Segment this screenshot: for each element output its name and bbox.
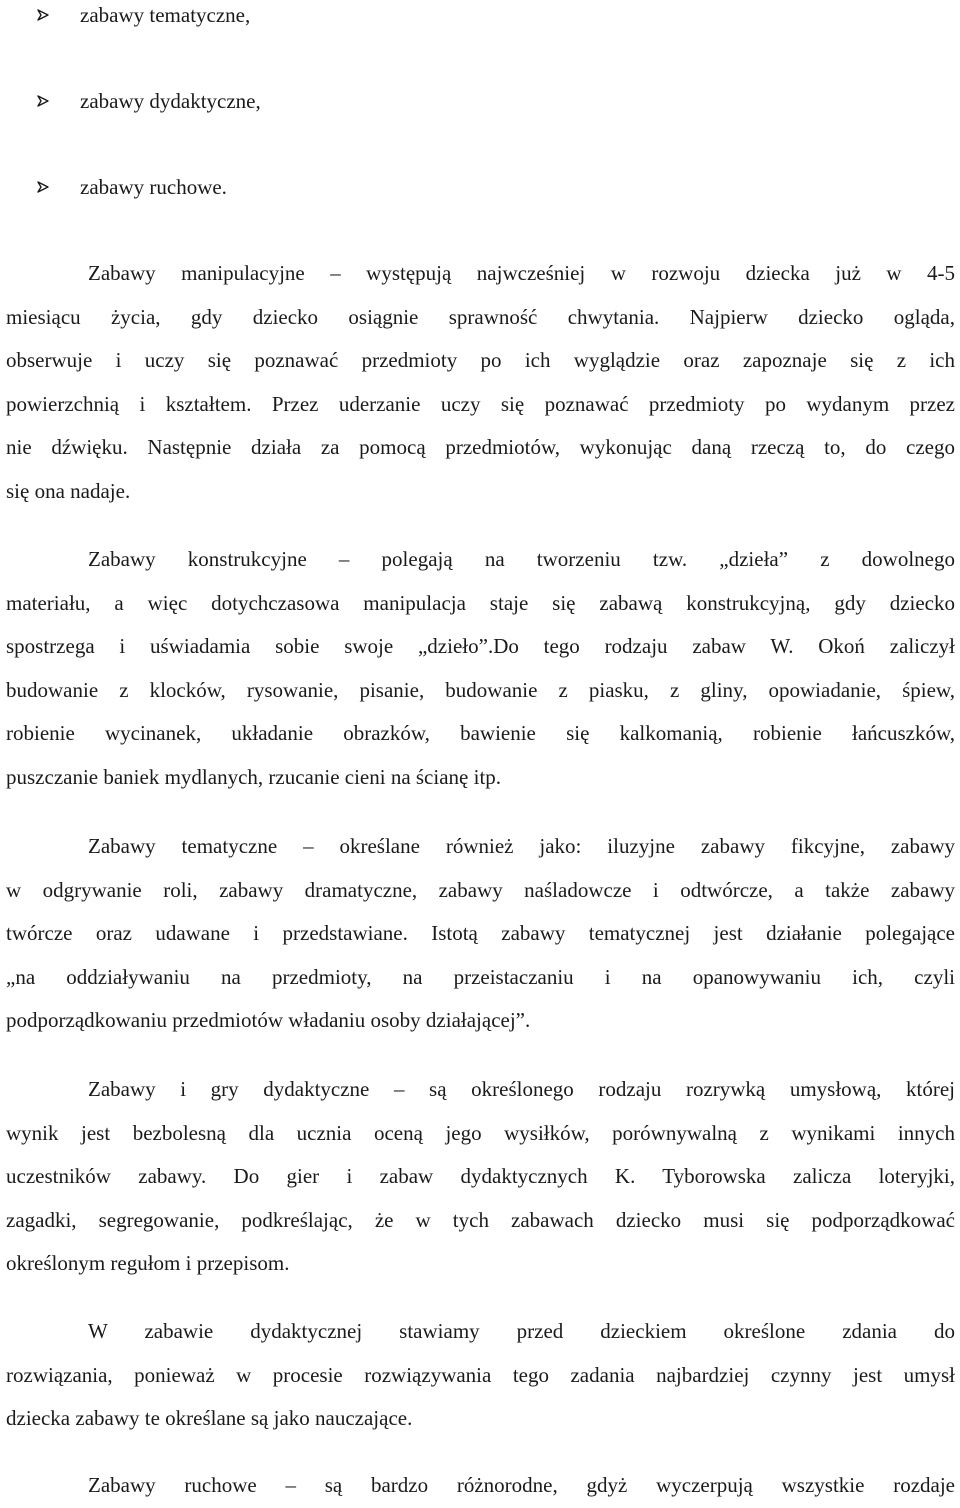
paragraph-line: puszczanie baniek mydlanych, rzucanie cieni na ścianę itp.	[6, 764, 502, 789]
paragraph-line: zagadki, segregowanie, podkreślając, że w tych zabawach dziecko musi się podporządkować	[6, 1207, 955, 1232]
paragraph-line: Zabawy konstrukcyjne – polegają na tworzeniu tzw. „dzieła” z dowolnego	[88, 547, 955, 571]
paragraph-line: powierzchnią i kształtem. Przez uderzanie uczy się poznawać przedmioty po wydanym przez	[6, 391, 955, 416]
paragraph-line: twórcze oraz udawane i przedstawiane. Istotą zabawy tematycznej jest działanie polegające	[6, 921, 955, 945]
arrow-bullet-icon	[36, 94, 50, 108]
paragraph-line: materiału, a więc dotychczasowa manipulacja staje się zabawą konstrukcyjną, gdy dziecko	[6, 590, 955, 615]
paragraph-line: „na oddziaływaniu na przedmioty, na przeistaczaniu i na opanowywaniu ich, czyli	[6, 964, 955, 989]
paragraph-manipulative-play	[6, 252, 955, 513]
paragraph-line: wynik jest bezbolesną dla ucznia oceną jego wysiłków, porównywalną z wynikami innych	[6, 1120, 955, 1145]
paragraph-construction-play	[6, 538, 955, 799]
bullet-item-thematic	[36, 0, 954, 30]
paragraph-line: w odgrywanie roli, zabawy dramatyczne, zabawy naśladowcze i odtwórcze, a także zabawy	[6, 877, 955, 902]
bullet-text: zabawy ruchowe.	[80, 175, 227, 199]
paragraph-line: Zabawy ruchowe – są bardzo różnorodne, gdyż wyczerpują wszystkie rozdaje	[88, 1473, 955, 1497]
bullet-text: zabawy tematyczne,	[80, 3, 251, 27]
arrow-bullet-icon	[36, 180, 50, 194]
paragraph-line: miesiącu życia, gdy dziecko osiągnie sprawność chwytania. Najpierw dziecko ogląda,	[6, 304, 955, 329]
paragraph-didactic-task	[6, 1310, 955, 1441]
paragraph-line: Zabawy manipulacyjne – występują najwcześniej w rozwoju dziecka już w 4-5	[88, 261, 955, 285]
paragraph-didactic-games	[6, 1068, 955, 1286]
paragraph-line: określonym regułom i przepisom.	[6, 1251, 290, 1275]
bullet-item-movement	[36, 172, 954, 202]
paragraph-line: rozwiązania, ponieważ w procesie rozwiązywania tego zadania najbardziej czynny jest umysł	[6, 1362, 955, 1387]
paragraph-line: dziecka zabawy te określane są jako nauczające.	[6, 1406, 413, 1430]
paragraph-line: nie dźwięku. Następnie działa za pomocą przedmiotów, wykonując daną rzeczą to, do czego	[6, 435, 955, 459]
paragraph-line: Zabawy i gry dydaktyczne – są określonego rodzaju rozrywką umysłową, której	[88, 1077, 955, 1101]
paragraph-line: budowanie z klocków, rysowanie, pisanie, budowanie z piasku, z gliny, opowiadanie, śpiew,	[6, 677, 955, 702]
paragraph-line: uczestników zabawy. Do gier i zabaw dydaktycznych K. Tyborowska zalicza loteryjki,	[6, 1164, 955, 1188]
paragraph-thematic-play	[6, 825, 955, 1043]
paragraph-line: obserwuje i uczy się poznawać przedmioty po ich wyglądzie oraz zapoznaje się z ich	[6, 348, 955, 372]
paragraph-line: się ona nadaje.	[6, 478, 131, 503]
paragraph-line: robienie wycinanek, układanie obrazków, bawienie się kalkomanią, robienie łańcuszków,	[6, 721, 955, 745]
paragraph-line: spostrzega i uświadamia sobie swoje „dzieło”.Do tego rodzaju zabaw W. Okoń zaliczył	[6, 634, 955, 658]
bullet-text: zabawy dydaktyczne,	[80, 89, 261, 113]
paragraph-line: Zabawy tematyczne – określane również jako: iluzyjne zabawy fikcyjne, zabawy	[88, 834, 955, 858]
paragraph-line: podporządkowaniu przedmiotów władaniu osoby działającej”.	[6, 1008, 531, 1032]
bullet-item-didactic	[36, 86, 954, 116]
paragraph-line: W zabawie dydaktycznej stawiamy przed dzieckiem określone zdania do	[88, 1319, 955, 1343]
arrow-bullet-icon	[36, 8, 50, 22]
